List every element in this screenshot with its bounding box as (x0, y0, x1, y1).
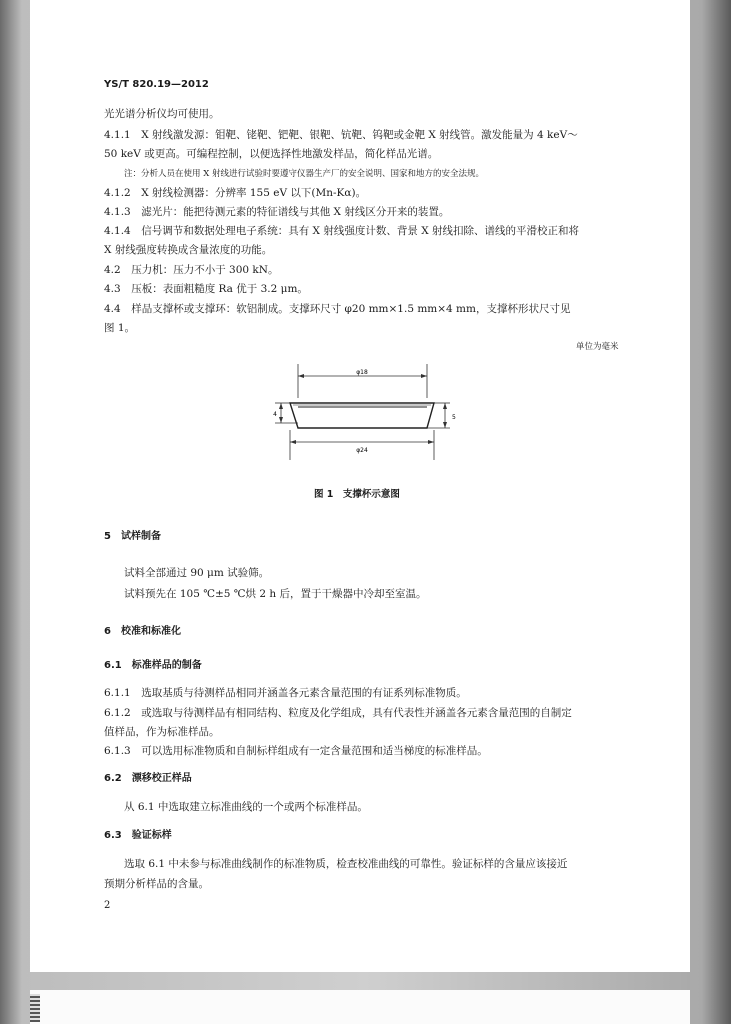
clause-6-1-2: 6.1.2 或选取与待测样品有相同结构、粒度及化学组成，具有代表性并涵盖各元素含量范围的自制定 (104, 707, 572, 719)
support-cup-figure (245, 360, 505, 470)
clause-6-1-2-cont: 值样品，作为标准样品。 (104, 726, 220, 738)
scan-artifact (30, 994, 40, 1022)
section-6-2-text: 从 6.1 中选取建立标准曲线的一个或两个标准样品。 (124, 801, 368, 813)
unit-label: 单位为毫米 (576, 342, 619, 352)
text-line: 4.4 样品支撑杯或支撑环：软铝制成。支撑环尺寸 φ20 mm×1.5 mm×4 mm，支撑杯形状尺寸见 (104, 303, 571, 315)
text-line: 光光谱分析仪均可使用。 (104, 108, 220, 120)
section-6-3-text: 选取 6.1 中未参与标准曲线制作的标准物质，检查校准曲线的可靠性。验证标样的含量应该接近 (124, 858, 568, 870)
text-line: 50 keV 或更高。可编程控制，以便选择性地激发样品，简化样品光谱。 (104, 148, 439, 160)
text-line: X 射线强度转换成含量浓度的功能。 (104, 244, 273, 256)
safety-note: 注：分析人员在使用 X 射线进行试验时要遵守仪器生产厂的安全说明、国家和地方的安全法规。 (124, 169, 484, 179)
text-line: 4.3 压板：表面粗糙度 Ra 优于 3.2 μm。 (104, 283, 308, 295)
figure-caption: 图 1 支撑杯示意图 (314, 489, 400, 500)
next-page-edge (30, 990, 690, 1024)
document-page (30, 0, 690, 972)
section-5-p2: 试料预先在 105 ℃±5 ℃烘 2 h 后，置于干燥器中冷却至室温。 (124, 588, 427, 600)
section-5-title: 5 试样制备 (104, 531, 161, 542)
text-line: 4.1.3 滤光片：能把待测元素的特征谱线与其他 X 射线区分开来的装置。 (104, 206, 450, 218)
section-5-p1: 试料全部通过 90 μm 试验筛。 (124, 567, 270, 579)
page-number: 2 (104, 900, 111, 911)
section-6-1-title: 6.1 标准样品的制备 (104, 660, 202, 671)
section-6-3-text-cont: 预期分析样品的含量。 (104, 878, 209, 890)
section-6-3-title: 6.3 验证标样 (104, 830, 172, 841)
section-6-2-title: 6.2 漂移校正样品 (104, 773, 192, 784)
dim-right-label: 5 (452, 414, 456, 421)
standard-header: YS/T 820.19—2012 (104, 79, 209, 90)
text-line: 4.1.2 X 射线检测器：分辨率 155 eV 以下(Mn-Kα)。 (104, 187, 367, 199)
dim-bottom-label: φ24 (356, 447, 368, 454)
section-6-title: 6 校准和标准化 (104, 626, 181, 637)
text-line: 4.2 压力机：压力不小于 300 kN。 (104, 264, 279, 276)
clause-6-1-1: 6.1.1 选取基质与待测样品相同并涵盖各元素含量范围的有证系列标准物质。 (104, 687, 467, 699)
text-line: 4.1.1 X 射线激发源：钼靶、铑靶、钯靶、银靶、钪靶、钨靶或金靶 X 射线管。激发能量为 4 keV～ (104, 129, 578, 141)
text-line: 4.1.4 信号调节和数据处理电子系统：具有 X 射线强度计数、背景 X 射线扣除、谱线的平滑校正和将 (104, 225, 580, 237)
dim-top-label: φ18 (356, 369, 368, 376)
dim-left-label: 4 (273, 411, 277, 418)
clause-6-1-3: 6.1.3 可以选用标准物质和自制标样组成有一定含量范围和适当梯度的标准样品。 (104, 745, 488, 757)
text-line: 图 1。 (104, 322, 136, 334)
